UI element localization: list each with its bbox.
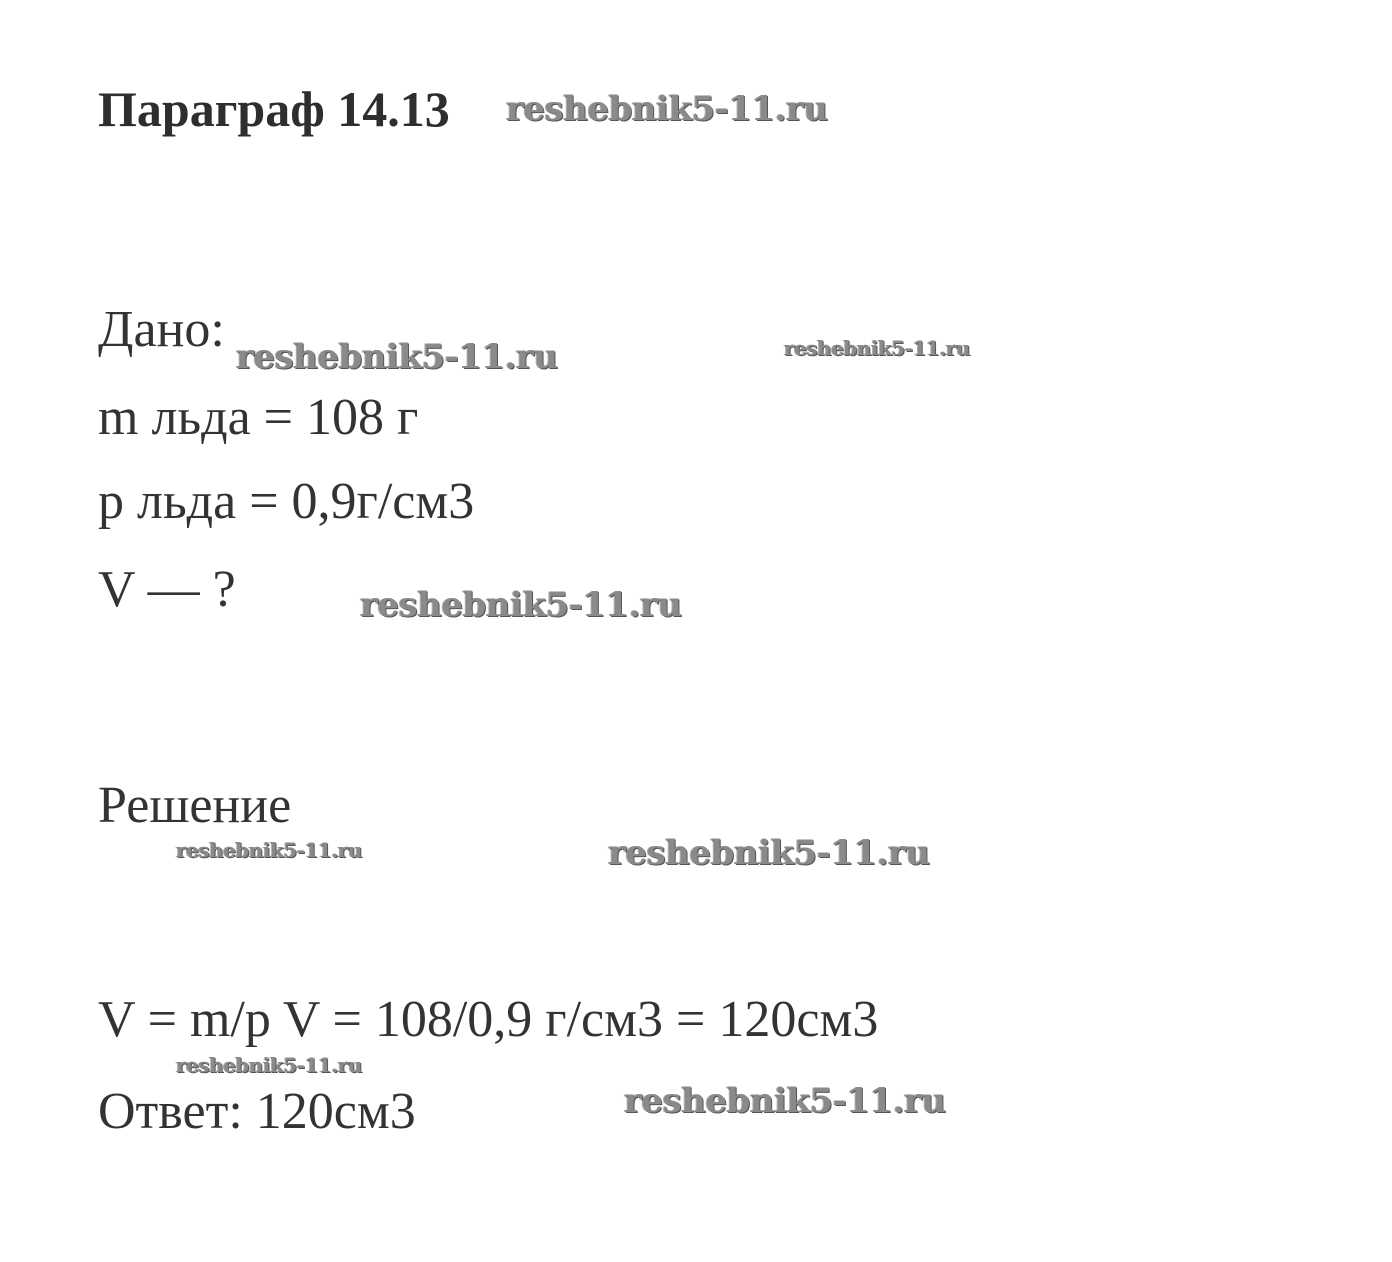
given-density: p льда = 0,9г/см3 <box>98 473 475 530</box>
solution-formula: V = m/p V = 108/0,9 г/см3 = 120см3 <box>98 991 879 1048</box>
watermark: reshebnik5-11.ru <box>624 1081 946 1121</box>
given-unknown: V — ? <box>98 561 236 618</box>
answer-text: Ответ: 120см3 <box>98 1083 416 1140</box>
solution-label: Решение <box>98 777 292 834</box>
watermark: reshebnik5-11.ru <box>608 833 930 873</box>
watermark: reshebnik5-11.ru <box>236 337 558 377</box>
given-mass: m льда = 108 г <box>98 389 419 446</box>
page-title: Параграф 14.13 <box>98 81 450 137</box>
watermark: reshebnik5-11.ru <box>176 838 362 862</box>
given-label: Дано: <box>98 301 225 358</box>
watermark: reshebnik5-11.ru <box>784 336 970 360</box>
watermark: reshebnik5-11.ru <box>176 1053 362 1077</box>
watermark: reshebnik5-11.ru <box>506 89 828 129</box>
watermark: reshebnik5-11.ru <box>360 585 682 625</box>
